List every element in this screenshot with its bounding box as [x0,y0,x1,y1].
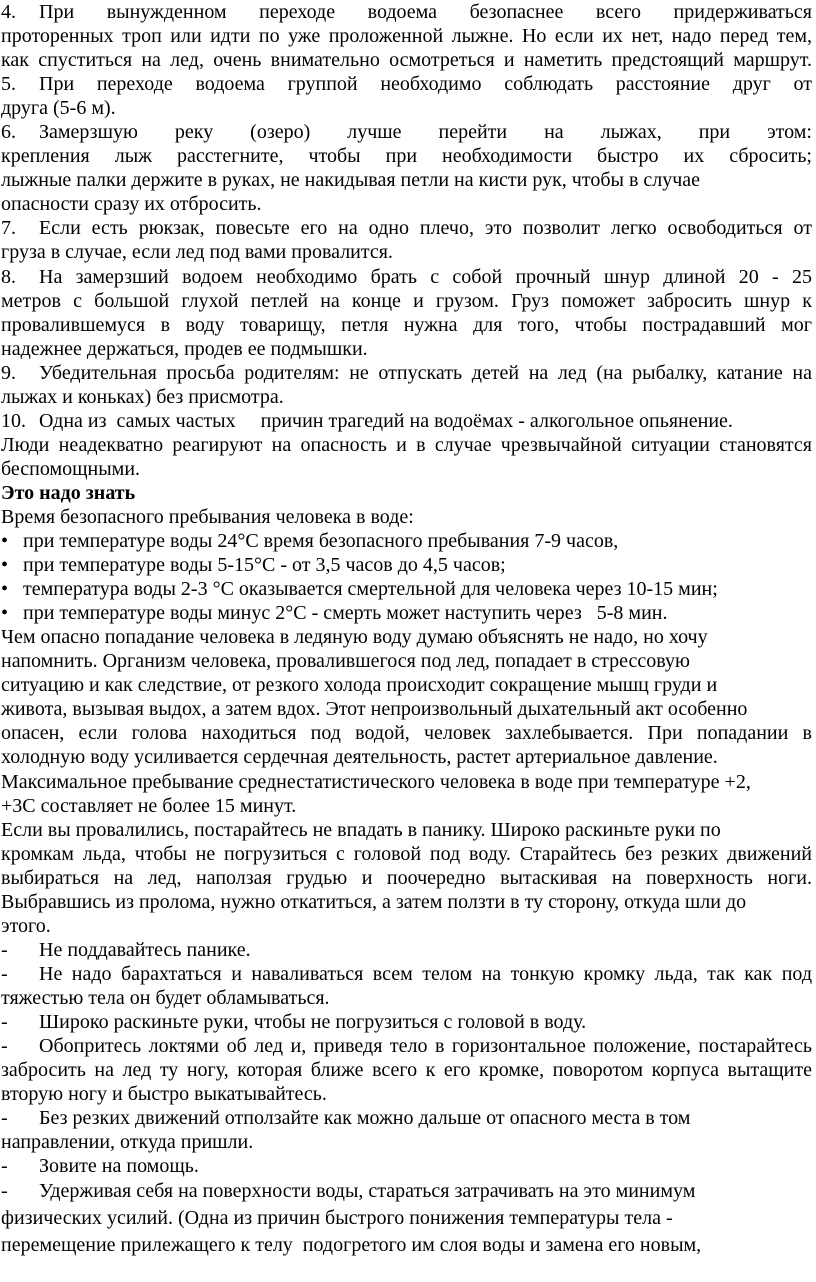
line-text: друга (5-6 м). [1,97,116,120]
text-line [1,649,812,673]
line-text: Не поддавайтесь панике. [39,938,251,961]
text-line [1,216,812,240]
text-line [1,385,812,409]
list-number: 5. [1,73,16,96]
text-line [1,529,812,553]
line-text: +3С составляет не более 15 минут. [1,794,297,817]
text-line [1,1205,812,1232]
line-text: физических усилий. (Одна из причин быстрого понижения температуры тела - [1,1207,673,1230]
line-text: На замерзший водоем необходимо брать с собой прочный шнур длиной 20 - 25 [39,265,812,288]
text-line [1,962,812,986]
line-text: Без резких движений отползайте как можно дальше от опасного места в том [39,1107,691,1130]
text-line [1,986,812,1010]
text-line [1,144,812,168]
section-heading: Это надо знать [1,481,136,504]
line-text: вторую ногу и быстро выкатывайтесь. [1,1083,327,1106]
bullet-marker: • [1,602,9,625]
line-text: живота, вызывая выдох, а затем вдох. Этот непроизвольный дыхательный акт особенно [1,698,748,721]
text-line [1,866,812,890]
line-text: Если есть рюкзак, повесьте его на одно плечо, это позволит легко освободиться от [39,217,812,240]
line-text: Удерживая себя на поверхности воды, стараться затрачивать на это минимум [39,1180,696,1203]
text-line [1,721,812,745]
text-line [1,120,812,144]
line-text: лыжах и коньках) без присмотра. [1,385,284,408]
line-text: Не надо барахтаться и наваливаться всем телом на тонкую кромку льда, так как под [39,962,812,985]
line-text: Если вы провалились, постарайтесь не впадать в панику. Широко раскиньте руки по [1,818,721,841]
text-line [1,553,812,577]
line-text: лыжные палки держите в руках, не накидывая петли на кисти рук, чтобы в случае [1,169,701,192]
text-line [1,1130,812,1154]
line-text: напомнить. Организм человека, провалившегося под лед, попадает в стрессовую [1,650,690,673]
text-line [1,481,812,505]
list-number: 4. [1,1,16,23]
text-line [1,168,812,192]
line-text: холодную воду усиливается сердечная деятельность, растет артериальное давление. [1,746,718,769]
line-text: крепления лыж расстегните, чтобы при необходимости быстро их сбросить; [1,145,812,168]
list-number: 7. [1,217,16,240]
line-text: выбираться на лед, наползая грудью и поочередно вытаскивая на поверхность ноги. [1,866,812,889]
line-text: беспомощными. [1,457,141,480]
text-line [1,1154,812,1178]
text-line [1,770,812,794]
line-text: при температуре воды 5-15°С - от 3,5 часов до 4,5 часов; [23,554,506,577]
line-text: Обопритесь локтями об лед и, приведя тело в горизонтальное положение, постарайтесь [39,1035,812,1058]
text-line [1,361,812,385]
line-text: провалившемуся в воду товарищу, петля нужна для того, чтобы пострадавший мог [1,313,812,336]
line-text: опасен, если голова находиться под водой, человек захлебывается. При попадании в [1,722,812,745]
line-text: кромкам льда, чтобы не погрузиться с головой под воду. Старайтесь без резких движений [1,842,812,865]
dash-marker: - [1,938,8,961]
bullet-marker: • [1,530,9,553]
dash-marker: - [1,1180,8,1203]
text-line [1,289,812,313]
text-line [1,625,812,649]
text-line [1,842,812,866]
dash-marker: - [1,1035,8,1058]
line-text: Широко раскиньте руки, чтобы не погрузиться с головой в воду. [39,1010,587,1033]
text-line [1,48,812,72]
dash-marker: - [1,1010,8,1033]
line-text: тяжестью тела он будет обламываться. [1,986,330,1009]
text-line [1,96,812,120]
line-text: как спуститься на лед, очень внимательно осмотреться и наметить предстоящий маршрут. [1,49,812,72]
list-number: 8. [1,265,16,288]
dash-marker: - [1,1107,8,1130]
text-line [1,192,812,216]
line-text: Время безопасного пребывания человека в воде: [1,505,414,528]
text-line [1,433,812,457]
text-line [1,24,812,48]
text-line [1,673,812,697]
text-line [1,697,812,721]
text-line [1,745,812,769]
text-line [1,577,812,601]
line-text: ситуацию и как следствие, от резкого холода происходит сокращение мышц груди и [1,674,718,697]
bullet-marker: • [1,578,9,601]
text-line [1,794,812,818]
text-line [1,240,812,264]
text-line [1,938,812,962]
text-line [1,1178,812,1205]
text-line [1,890,812,914]
line-text: метров с большой глухой петлей на конце и грузом. Груз поможет забросить шнур к [1,289,812,312]
line-text: при температуре воды минус 2°С - смерть может наступить через 5-8 мин. [23,602,668,625]
text-line [1,818,812,842]
line-text: При переходе водоема группой необходимо соблюдать расстояние друг от [39,73,812,96]
text-line [1,72,812,96]
list-number: 6. [1,121,16,144]
line-text: температура воды 2-3 °С оказывается смертельной для человека через 10-15 мин; [23,578,718,601]
line-text: Люди неадекватно реагируют на опасность и в случае чрезвычайной ситуации становятся [1,433,812,456]
line-text: Одна из самых частых причин трагедий на водоёмах - алкогольное опьянение. [39,409,733,432]
text-line [1,265,812,289]
text-line [1,1082,812,1106]
text-line [1,1058,812,1082]
text-line [1,505,812,529]
text-line [1,1034,812,1058]
line-text: груза в случае, если лед под вами провалится. [1,241,393,264]
bullet-marker: • [1,554,9,577]
line-text: забросить на лед ту ногу, которая ближе всего к его кромке, поворотом корпуса вытащите [1,1059,812,1082]
text-line [1,1010,812,1034]
line-text: Выбравшись из пролома, нужно откатиться, а затем ползти в ту сторону, откуда шли до [1,890,747,913]
line-text: Замерзшую реку (озеро) лучше перейти на лыжах, при этом: [39,121,812,144]
line-text: опасности сразу их отбросить. [1,193,262,216]
text-line [1,409,812,433]
text-line [1,1106,812,1130]
dash-marker: - [1,1155,8,1178]
line-text: Чем опасно попадание человека в ледяную воду думаю объяснять не надо, но хочу [1,626,708,649]
text-line [1,914,812,938]
text-line [1,1232,812,1259]
line-text: проторенных троп или идти по уже проложенной лыжне. Но если их нет, надо перед тем, [1,25,812,48]
text-line [1,337,812,361]
line-text: перемещение прилежащего к телу подогретого им слоя воды и замена его новым, [1,1234,702,1257]
dash-marker: - [1,962,8,985]
line-text: направлении, откуда пришли. [1,1131,254,1154]
list-number: 10. [1,409,26,432]
line-text: надежнее держаться, продев ее подмышки. [1,337,368,360]
line-text: Зовите на помощь. [39,1155,199,1178]
text-line [1,0,812,24]
line-text: При вынужденном переходе водоема безопаснее всего придерживаться [39,1,812,23]
line-text: при температуре воды 24°С время безопасного пребывания 7-9 часов, [23,530,619,553]
text-line [1,601,812,625]
line-text: Максимальное пребывание среднестатистического человека в воде при температуре +2, [1,770,751,793]
line-text: этого. [1,914,51,937]
text-line [1,457,812,481]
list-number: 9. [1,361,16,384]
line-text: Убедительная просьба родителям: не отпускать детей на лед (на рыбалку, катание на [39,361,812,384]
text-line [1,313,812,337]
